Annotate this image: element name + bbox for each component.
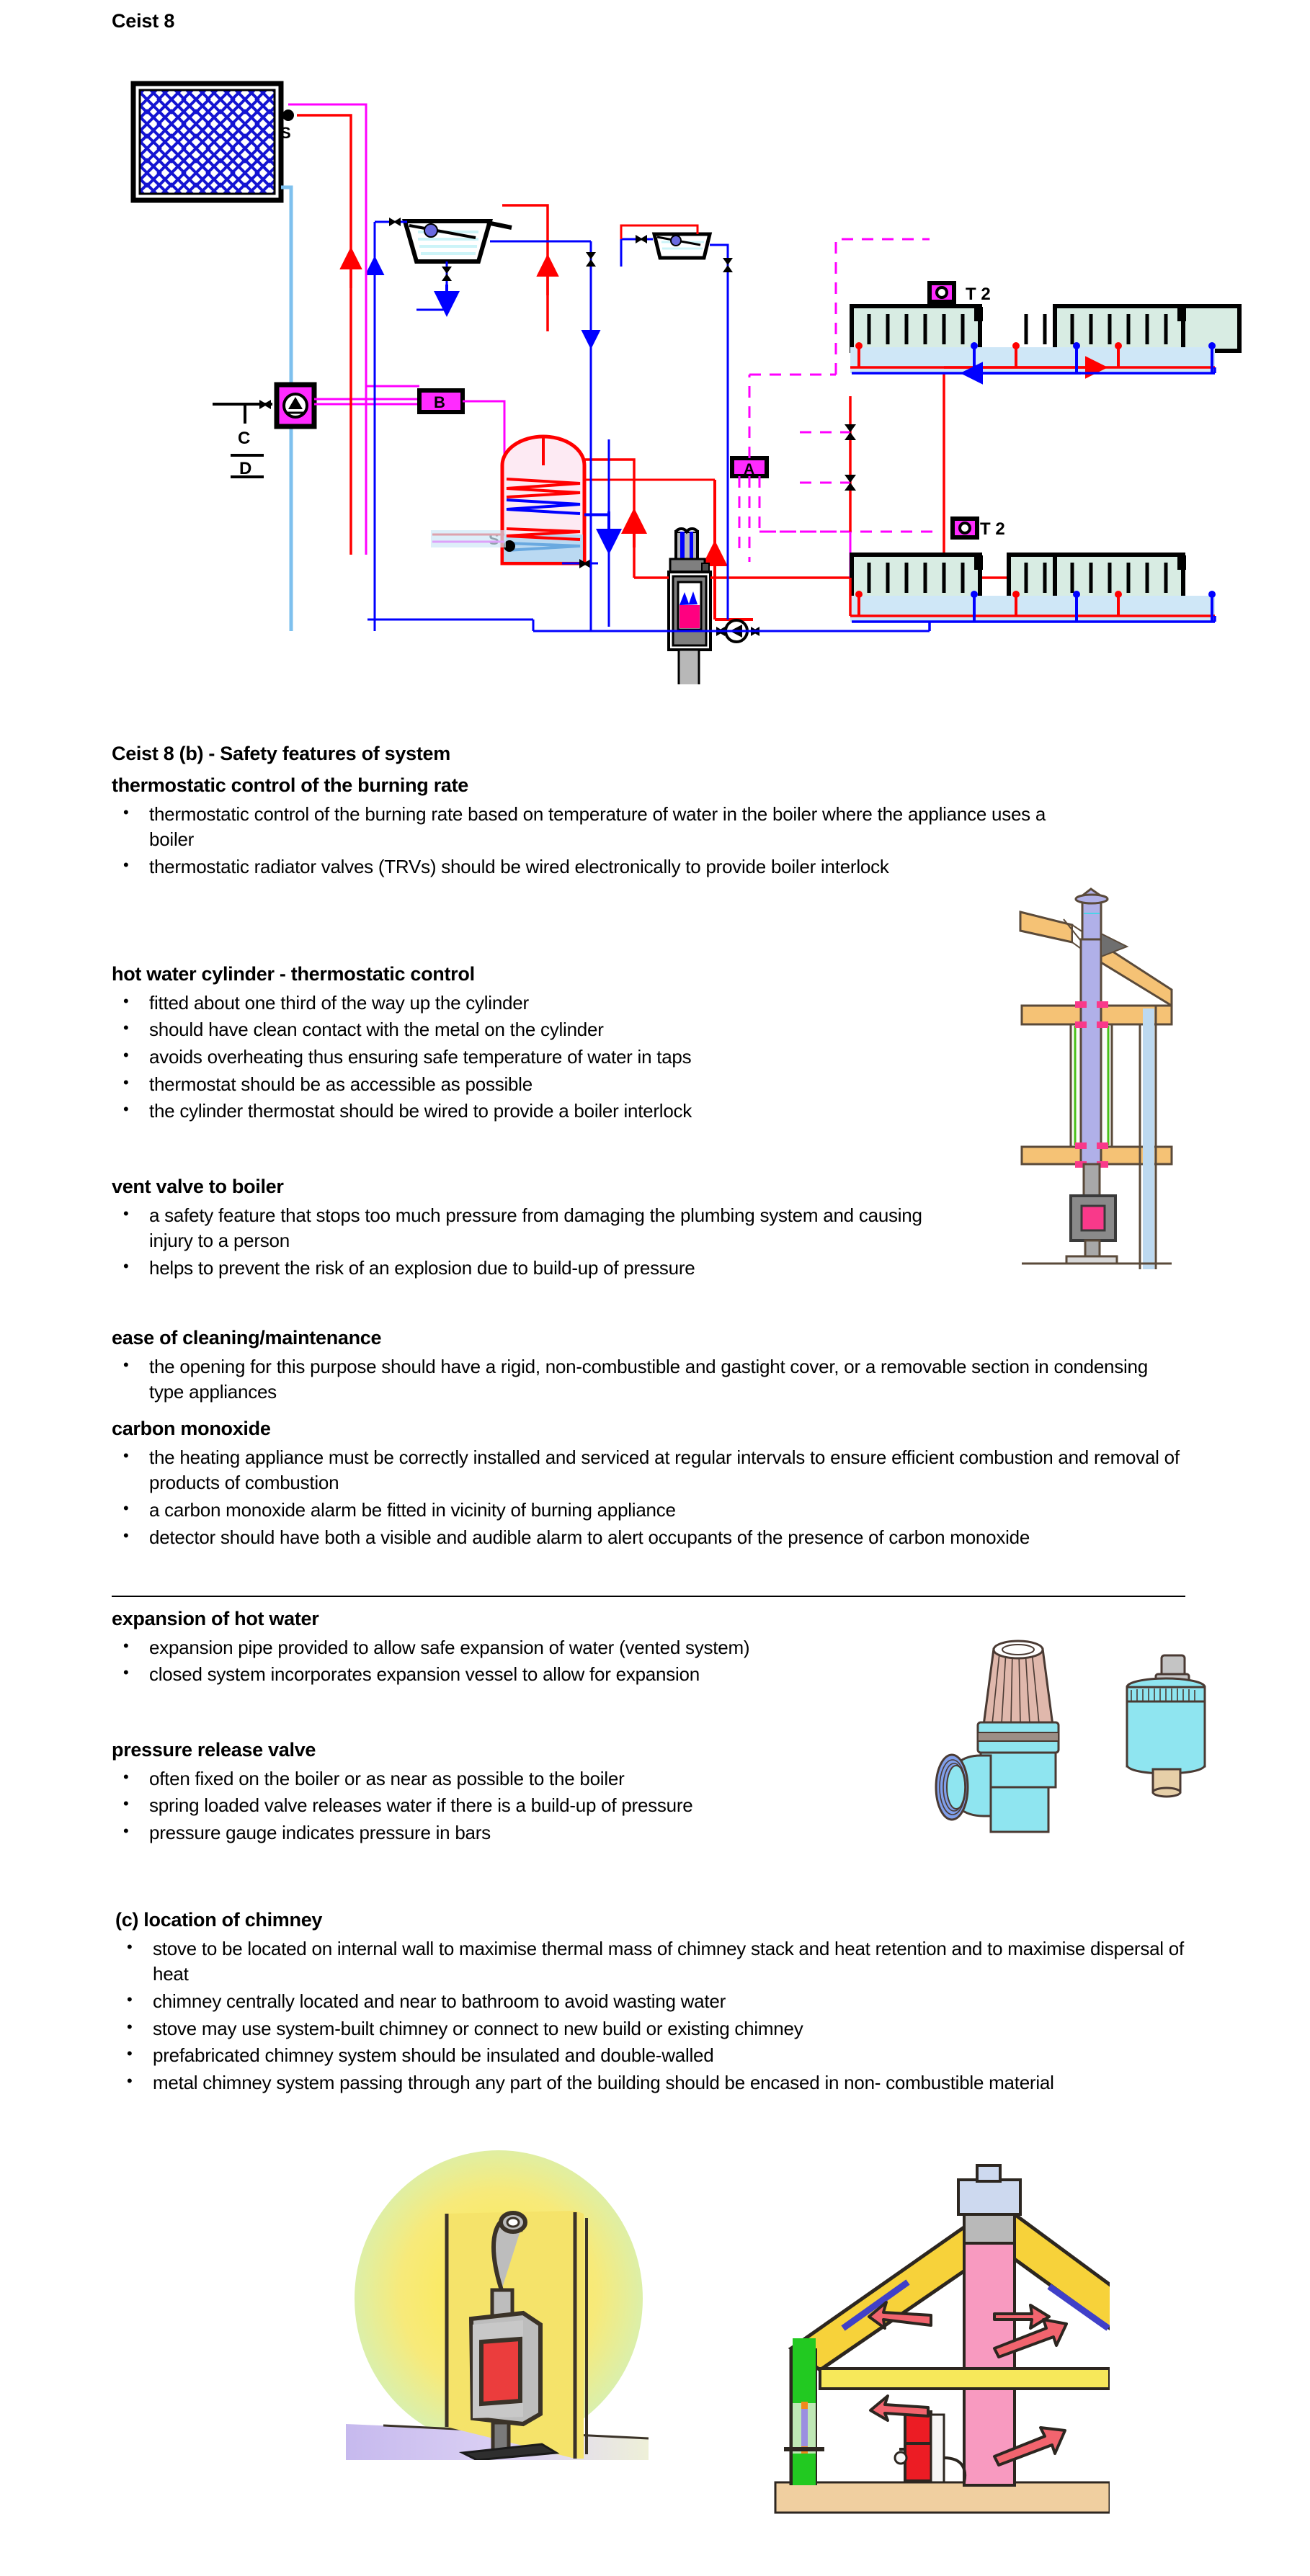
list-item [112, 854, 1077, 880]
radiator-upper-1 [852, 306, 983, 351]
blue-valve-2-icon [723, 258, 733, 272]
section-expansion [112, 1608, 940, 1689]
thermostat-t2-upper-icon [930, 283, 954, 302]
list-item [112, 990, 976, 1016]
section-cleaning-heading: ease of cleaning/maintenance [112, 1327, 382, 1349]
stove-room-illustration [346, 2136, 649, 2460]
list-item [112, 1445, 1185, 1496]
bullet-icon: • [123, 1073, 129, 1091]
section-cylinder-bullets [112, 990, 976, 1124]
bullet-icon: • [123, 802, 129, 821]
bullet-icon: • [123, 1526, 129, 1544]
bullet-icon: • [123, 991, 129, 1010]
section-cylinder [112, 963, 976, 1126]
bullet-text: spring loaded valve releases water if there is a build-up of pressure [149, 1794, 693, 1817]
page-title: Ceist 8 [112, 10, 175, 32]
bullet-icon: • [127, 2044, 133, 2063]
figure-stove-room [346, 2136, 649, 2460]
bullet-text: stove to be located on internal wall to maximise thermal mass of chimney stack and heat retention and to maximise dispersal of heat [153, 1937, 1184, 1985]
figure-air-vent [1121, 1650, 1222, 1808]
bullet-icon: • [123, 1204, 129, 1222]
label-d-group [231, 455, 264, 478]
bullet-text: often fixed on the boiler or as near as possible to the boiler [149, 1767, 625, 1789]
section-burning-rate-heading: thermostatic control of the burning rate [112, 774, 469, 796]
control-box-a-icon [732, 458, 767, 478]
section-divider [112, 1596, 1185, 1597]
figure-pressure-relief-valve [933, 1617, 1106, 1841]
section-burning-rate [112, 774, 1077, 882]
list-item [112, 802, 1077, 853]
automatic-air-vent-illustration [1121, 1650, 1222, 1808]
label-a: A [744, 461, 755, 478]
bullet-text: the heating appliance must be correctly installed and serviced at regular intervals to ensure efficient combustion and removal of products of combustion [149, 1446, 1180, 1494]
section-prv-bullets [112, 1766, 940, 1846]
bullet-icon: • [123, 1019, 129, 1037]
bullet-text: stove may use system-built chimney or connect to new build or existing chimney [153, 2017, 803, 2039]
bullet-text: chimney centrally located and near to bathroom to avoid wasting water [153, 1990, 726, 2013]
list-item [115, 1936, 1196, 1987]
section-cleaning [112, 1327, 1185, 1407]
list-item [115, 1989, 1196, 2015]
section-carbon-monoxide [112, 1418, 1185, 1552]
figure-cylinder-thermostat [986, 862, 1173, 1272]
bullet-icon: • [123, 1636, 129, 1655]
section-carbon-monoxide-heading: carbon monoxide [112, 1418, 271, 1439]
section-vent-valve-bullets [112, 1203, 962, 1282]
section-vent-valve [112, 1176, 962, 1283]
list-item [112, 1525, 1185, 1551]
bullet-icon: • [127, 1937, 133, 1956]
bullet-text: fitted about one third of the way up the cylinder [149, 991, 529, 1014]
list-item [112, 1662, 940, 1688]
bullet-text: helps to prevent the risk of an explosion due to build-up of pressure [149, 1257, 695, 1279]
bullet-text: thermostatic radiator valves (TRVs) should be wired electronically to provide boiler interlock [149, 856, 889, 878]
bullet-text: avoids overheating thus ensuring safe temperature of water in taps [149, 1046, 692, 1068]
list-item [112, 1820, 940, 1846]
valve-b-icon [419, 390, 463, 412]
section-safety [112, 743, 1120, 770]
thermostat-t2-lower-label: T 2 [980, 519, 1005, 539]
section-carbon-monoxide-bullets [112, 1445, 1185, 1550]
bullet-text: closed system incorporates expansion vessel to allow for expansion [149, 1663, 700, 1686]
list-item [112, 1354, 1185, 1405]
list-item [112, 1203, 962, 1254]
bullet-icon: • [123, 1767, 129, 1786]
bullet-text: the opening for this purpose should have a rigid, non-combustible and gastight cover, or a removable section in condensing type appliances [149, 1355, 1148, 1403]
bullet-icon: • [123, 1355, 129, 1374]
list-item [112, 1635, 940, 1661]
bullet-icon: • [123, 856, 129, 875]
bullet-text: pressure gauge indicates pressure in bars [149, 1822, 491, 1844]
list-item [112, 1766, 940, 1792]
solar-control-wire [288, 104, 366, 267]
bullet-text: thermostat should be as accessible as possible [149, 1073, 533, 1095]
section-cylinder-heading: hot water cylinder - thermostatic control [112, 963, 475, 985]
solar-return-pipe [281, 187, 291, 511]
bullet-text: a carbon monoxide alarm be fitted in vicinity of burning appliance [149, 1499, 676, 1521]
list-item [115, 2016, 1196, 2042]
label-c: C [238, 429, 251, 448]
section-chimney [115, 1909, 1196, 2098]
bullet-text: metal chimney system passing through any part of the building should be encased in non- combustible material [153, 2071, 1054, 2093]
figure-house-section [735, 2132, 1110, 2514]
bullet-icon: • [127, 2071, 133, 2090]
list-item [112, 1017, 976, 1043]
cylinder-thermostat-illustration [986, 862, 1173, 1272]
radiator-lower-1 [852, 555, 983, 599]
bullet-icon: • [123, 1257, 129, 1276]
bullet-icon: • [127, 2017, 133, 2036]
pressure-relief-valve-illustration [933, 1617, 1106, 1841]
label-b: B [434, 393, 445, 411]
list-item [115, 2070, 1196, 2096]
bullet-icon: • [123, 1100, 129, 1119]
label-d: D [239, 459, 252, 478]
bullet-icon: • [123, 1794, 129, 1813]
bullet-text: should have clean contact with the metal on the cylinder [149, 1019, 604, 1041]
section-burning-rate-bullets [112, 802, 1077, 880]
bullet-text: detector should have both a visible and audible alarm to alert occupants of the presence of carbon monoxide [149, 1526, 1030, 1548]
bullet-icon: • [123, 1446, 129, 1464]
section-expansion-heading: expansion of hot water [112, 1608, 319, 1629]
bullet-icon: • [127, 1990, 133, 2009]
bullet-icon: • [123, 1046, 129, 1065]
list-item [112, 1256, 962, 1282]
pump-inlet-valve-icon [259, 400, 271, 409]
section-prv [112, 1739, 940, 1848]
section-chimney-bullets [115, 1936, 1196, 2096]
solar-sensor-dot [282, 109, 294, 121]
small-cistern-icon [654, 234, 710, 258]
cistern-outlet-valve-icon [442, 267, 452, 281]
bullet-text: expansion pipe provided to allow safe expansion of water (vented system) [149, 1636, 750, 1658]
bullet-text: the cylinder thermostat should be wired to provide a boiler interlock [149, 1100, 692, 1122]
thermostat-t2-lower-icon [953, 519, 977, 537]
cistern-inlet-valve-icon [389, 218, 401, 226]
bullet-icon: • [123, 1822, 129, 1841]
solar-sensor-label: S [280, 124, 291, 142]
schematic-svg [0, 50, 1310, 684]
house-cross-section-illustration [735, 2132, 1110, 2514]
bullet-text: thermostatic control of the burning rate based on temperature of water in the boiler where the appliance uses a boiler [149, 802, 1046, 851]
list-item [115, 2043, 1196, 2069]
list-item [112, 1099, 976, 1124]
solar-flow-pipe [297, 115, 351, 331]
bullet-text: a safety feature that stops too much pressure from damaging the plumbing system and causing injury to a person [149, 1204, 922, 1252]
section-cleaning-bullets [112, 1354, 1185, 1405]
bullet-icon: • [123, 1499, 129, 1518]
circulating-pump-icon [277, 385, 314, 426]
bullet-text: prefabricated chimney system should be insulated and double-walled [153, 2044, 714, 2067]
section-prv-heading: pressure release valve [112, 1739, 316, 1761]
thermostat-t2-upper-label: T 2 [966, 285, 991, 304]
list-item [112, 1793, 940, 1819]
section-expansion-bullets [112, 1635, 940, 1688]
bullet-icon: • [123, 1663, 129, 1682]
section-vent-valve-heading: vent valve to boiler [112, 1176, 284, 1197]
section-chimney-heading: (c) location of chimney [115, 1909, 323, 1931]
list-item [112, 1045, 976, 1070]
small-cistern-valve-icon [636, 235, 647, 243]
list-item [112, 1498, 1185, 1524]
list-item [112, 1072, 976, 1098]
blue-valve-1-icon [586, 252, 596, 267]
heating-system-schematic [0, 50, 1310, 684]
stove-boiler-icon [661, 529, 716, 684]
section-safety-heading: Ceist 8 (b) - Safety features of system [112, 743, 450, 764]
solar-panel-icon [133, 84, 281, 200]
